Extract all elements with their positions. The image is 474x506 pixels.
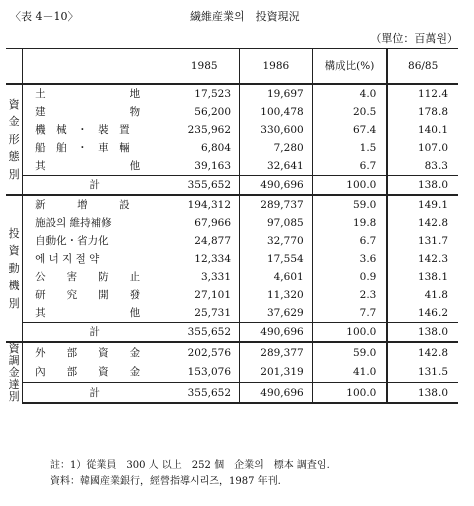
table-row (6, 268, 458, 286)
value-cell: 201,319 (240, 362, 313, 382)
value-cell: 131.5 (387, 362, 458, 382)
total-value-cell: 100.0 (312, 323, 387, 343)
value-cell: 17,554 (240, 250, 313, 268)
value-cell: 142.8 (387, 342, 458, 362)
value-cell: 59.0 (312, 342, 387, 362)
table-row (6, 103, 458, 121)
total-value-cell: 355,652 (169, 382, 239, 403)
total-value-cell: 138.0 (387, 323, 458, 343)
value-cell: 2.3 (312, 286, 387, 304)
footnote-sample: 註：1）從業員 300 人 以上 252 個 企業의 標本 調査임. (50, 460, 330, 471)
col-header-share: 構成比(%) (312, 49, 387, 85)
total-label: 計 (23, 176, 170, 196)
value-cell: 37,629 (240, 304, 313, 323)
value-cell: 202,576 (169, 342, 239, 362)
value-cell: 4.0 (312, 84, 387, 103)
table-row (6, 250, 458, 268)
value-cell: 131.7 (387, 232, 458, 250)
header-label-cell (23, 49, 170, 85)
value-cell: 107.0 (387, 139, 458, 157)
table-row (6, 84, 458, 103)
total-value-cell: 490,696 (240, 323, 313, 343)
value-cell: 7.7 (312, 304, 387, 323)
table-row (6, 121, 458, 139)
col-header-1986: 1986 (240, 49, 313, 85)
value-cell: 138.1 (387, 268, 458, 286)
row-label: 施設의 維持補修 (35, 217, 112, 229)
row-label: 機 械 ・ 裝 置 (35, 124, 130, 136)
value-cell: 7,280 (240, 139, 313, 157)
value-cell: 153,076 (187, 366, 232, 379)
value-cell: 3,331 (200, 271, 232, 283)
value-cell: 67,966 (194, 217, 232, 229)
investment-table (6, 48, 458, 404)
value-cell: 142.3 (387, 250, 458, 268)
value-cell: 56,200 (194, 106, 232, 118)
value-cell: 59.0 (312, 195, 387, 214)
total-value-cell: 490,696 (240, 176, 313, 196)
group-label: 資金形態別 (6, 84, 23, 195)
total-row (6, 176, 458, 196)
table-row (6, 157, 458, 176)
table-number: 〈表 4－10〉 (10, 10, 79, 23)
total-value-cell: 138.0 (387, 382, 458, 403)
total-value-cell: 355,652 (169, 323, 239, 343)
table-row (6, 286, 458, 304)
row-label: 內 部 資 金 (35, 366, 141, 379)
value-cell: 112.4 (387, 84, 458, 103)
value-cell: 41.8 (387, 286, 458, 304)
value-cell: 6.7 (312, 157, 387, 176)
value-cell: 20.5 (312, 103, 387, 121)
value-cell: 41.0 (312, 362, 387, 382)
value-cell: 17,523 (169, 84, 239, 103)
total-value-cell: 490,696 (240, 382, 313, 403)
row-label: 其 他 (35, 307, 141, 319)
total-label: 計 (23, 323, 170, 343)
row-label: 에 너 지 절 약 (35, 253, 100, 265)
value-cell: 97,085 (240, 214, 313, 232)
value-cell: 6,804 (200, 142, 232, 154)
value-cell: 32,770 (240, 232, 313, 250)
total-label: 計 (23, 382, 170, 403)
value-cell: 19,697 (240, 84, 313, 103)
value-cell: 330,600 (240, 121, 313, 139)
group-label: 投資動機別 (6, 195, 23, 342)
header-group-cell (6, 49, 23, 85)
row-label: 船 舶 ・ 車 輛 (35, 142, 130, 154)
table-row (6, 214, 458, 232)
col-header-1985: 1985 (169, 49, 239, 85)
row-label: 自動化・省力化 (35, 235, 109, 247)
value-cell: 1.5 (312, 139, 387, 157)
row-label: 建 物 (35, 106, 141, 118)
total-value-cell: 138.0 (387, 176, 458, 196)
total-value-cell: 100.0 (312, 382, 387, 403)
table-row (6, 139, 458, 157)
row-label: 研 究 開 發 (35, 289, 141, 301)
table-title: 繊維産業의 投資現況 (190, 10, 300, 23)
table-row (6, 232, 458, 250)
value-cell: 27,101 (194, 289, 232, 301)
value-cell: 19.8 (312, 214, 387, 232)
footnote-source: 資料：韓國産業銀行，經營指導시리즈，1987 年刊. (50, 476, 281, 487)
value-cell: 67.4 (312, 121, 387, 139)
total-value-cell: 355,652 (169, 176, 239, 196)
total-row (6, 323, 458, 343)
value-cell: 39,163 (194, 160, 232, 172)
value-cell: 289,377 (240, 342, 313, 362)
table-row (6, 362, 458, 382)
value-cell: 4,601 (240, 268, 313, 286)
row-label: 新 增 設 (23, 195, 170, 214)
row-label: 公 害 防 止 (35, 271, 141, 283)
value-cell: 6.7 (312, 232, 387, 250)
value-cell: 194,312 (169, 195, 239, 214)
table-row (6, 342, 458, 362)
value-cell: 32,641 (240, 157, 313, 176)
value-cell: 25,731 (194, 307, 232, 319)
value-cell: 12,334 (194, 253, 232, 265)
value-cell: 3.6 (312, 250, 387, 268)
value-cell: 146.2 (387, 304, 458, 323)
total-row (6, 382, 458, 403)
row-label: 土 地 (23, 84, 170, 103)
value-cell: 140.1 (387, 121, 458, 139)
row-label: 其 他 (35, 160, 141, 172)
value-cell: 178.8 (387, 103, 458, 121)
table-row (6, 195, 458, 214)
value-cell: 289,737 (240, 195, 313, 214)
header-row (6, 49, 458, 85)
value-cell: 100,478 (240, 103, 313, 121)
unit-label: （單位：百萬원） (370, 32, 458, 45)
col-header-ratio: 86/85 (387, 49, 458, 85)
value-cell: 24,877 (194, 235, 232, 247)
value-cell: 83.3 (387, 157, 458, 176)
value-cell: 149.1 (387, 195, 458, 214)
value-cell: 0.9 (312, 268, 387, 286)
table-row (6, 304, 458, 323)
value-cell: 235,962 (187, 124, 232, 136)
value-cell: 142.8 (387, 214, 458, 232)
value-cell: 11,320 (240, 286, 313, 304)
group-label: 資調金達別 (6, 342, 23, 403)
total-value-cell: 100.0 (312, 176, 387, 196)
row-label: 外 部 資 金 (23, 342, 170, 362)
